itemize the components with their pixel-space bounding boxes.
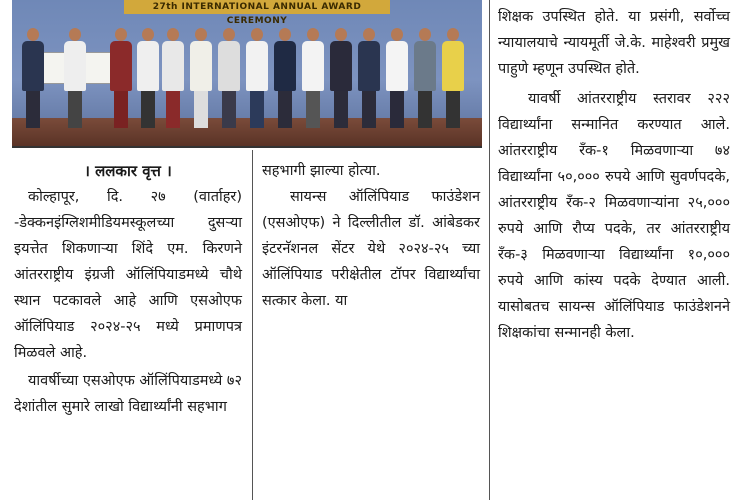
paragraph: शिक्षक उपस्थित होते. या प्रसंगी, सर्वोच्च न्यायालयाचे न्यायमूर्ती जे.के. माहेश्वरी प्रमुख पाहुणे म्हणून उपस्थित होते.: [498, 9, 730, 77]
person-figure: [110, 28, 132, 128]
paragraph: सहभागी झाल्या होत्या.: [262, 163, 381, 179]
person-figure: [190, 28, 212, 128]
article-column-3: [498, 4, 730, 346]
person-figure: [218, 28, 240, 128]
person-figure: [358, 28, 380, 128]
column-rule: [489, 0, 490, 500]
paragraph: सायन्स ऑलिंपियाड फाउंडेशन (एसओएफ) ने दिल्लीतील डॉ. आंबेडकर इंटरनॅशनल सेंटर येथे २०२४-२५ च्या ऑलिंपियाड परीक्षेतील टॉपर विद्यार्थ्यांचा सत्कार केला. या: [262, 189, 480, 309]
paragraph: कोल्हापूर, दि. २७ (वार्ताहर) -डेक्कनइंग्लिशमीडियमस्कूलच्या दुसऱ्या इयत्तेत शिकणाऱ्या शिंदे एम. किरणने आंतरराष्ट्रीय इंग्रजी ऑलिंपियाडमध्ये चौथे स्थान पटकावले आहे आणि एसओएफ ऑलिंपियाड २०२४-२५ मध्ये प्रमाणपत्र मिळवले आहे.: [14, 189, 242, 361]
person-figure: [386, 28, 408, 128]
person-figure: [22, 28, 44, 128]
news-photo: [12, 0, 482, 148]
person-figure: [64, 28, 86, 128]
person-figure: [302, 28, 324, 128]
award-banner: 27th INTERNATIONAL ANNUAL AWARD CEREMONY: [124, 0, 390, 14]
column-rule: [252, 150, 253, 500]
person-figure: [137, 28, 159, 128]
person-figure: [162, 28, 184, 128]
person-figure: [414, 28, 436, 128]
person-figure: [274, 28, 296, 128]
person-figure: [330, 28, 352, 128]
article-column-2: [262, 158, 480, 314]
person-figure: [442, 28, 464, 128]
person-figure: [246, 28, 268, 128]
paragraph: यावर्षीच्या एसओएफ ऑलिंपियाडमध्ये ७२ देशांतील सुमारे लाखो विद्यार्थ्यांनी सहभाग: [14, 373, 242, 415]
article-column-1: [14, 158, 242, 420]
byline: । ललकार वृत्त ।: [84, 162, 172, 180]
paragraph: यावर्षी आंतरराष्ट्रीय स्तरावर २२२ विद्यार्थ्यांना सन्मानित करण्यात आले. आंतरराष्ट्रीय रँक-१ मिळवणाऱ्या ७४ विद्यार्थ्यांना ५०,००० रुपये आणि सुवर्णपदके, आंतरराष्ट्रीय रँक-२ मिळवणाऱ्यांना २५,००० रुपये आणि रौप्य पदके, तर आंतरराष्ट्रीय रँक-३ मिळवणाऱ्या विद्यार्थ्यांना १०,००० रुपये आणि कांस्य पदके देण्यात आली. यासोबतच सायन्स ऑलिंपियाड फाउंडेशनने शिक्षकांचा सन्मानही केला.: [498, 91, 730, 341]
